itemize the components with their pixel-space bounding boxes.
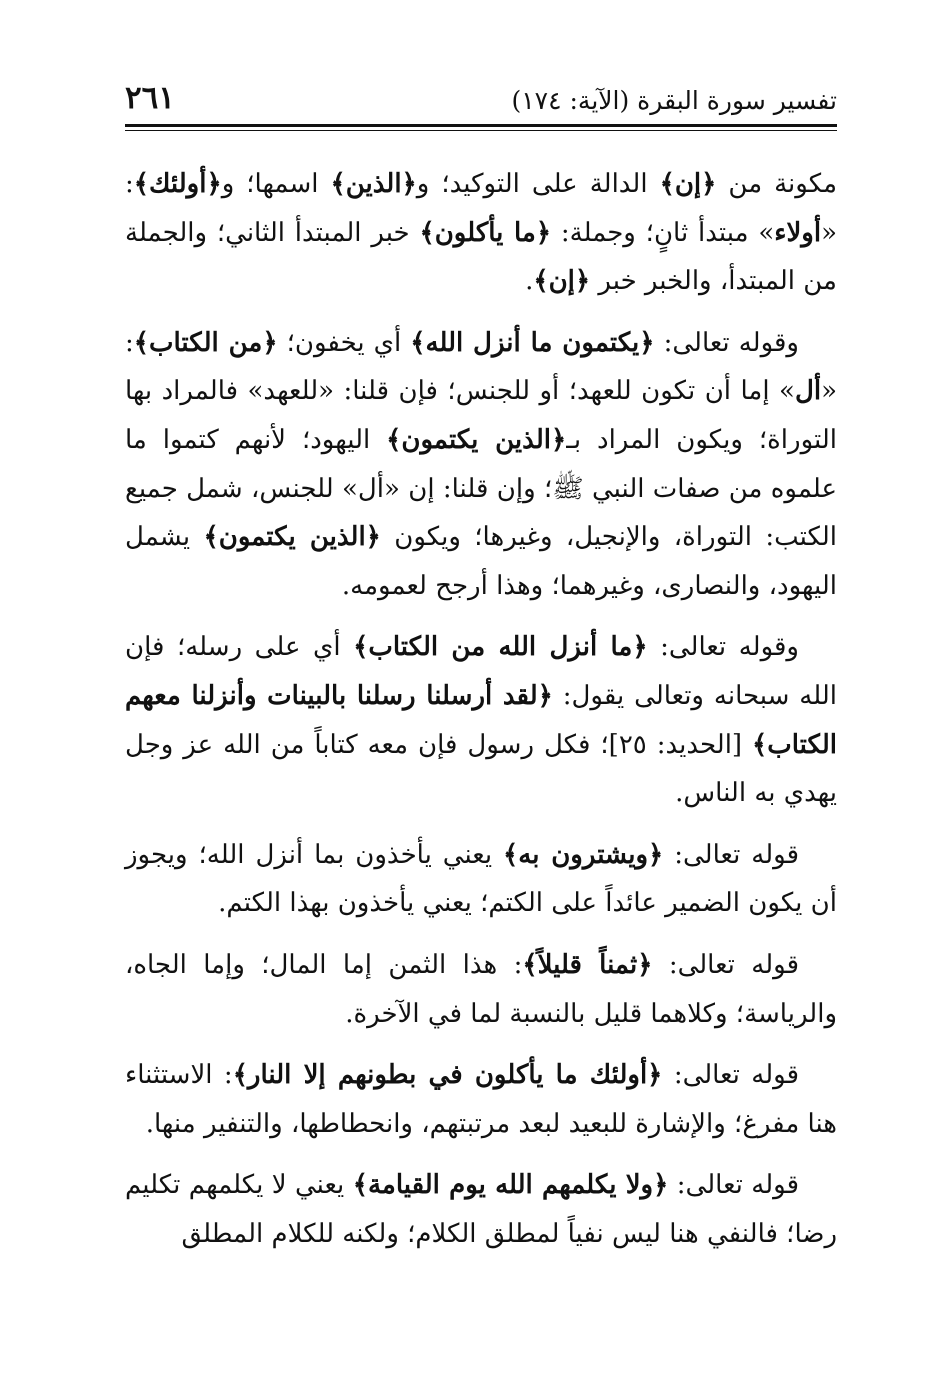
text-run: » إما أن تكون للعهد؛ أو للجنس؛ فإن قلنا: «للعهد» فالمراد بها التوراة؛ ويكون المراد بـ xyxy=(125,376,837,455)
quran-citation: ﴿إن﴾ xyxy=(659,169,717,199)
quran-citation: ﴿الذين يكتمون﴾ xyxy=(203,522,381,553)
text-run: » مبتدأ ثانٍ؛ وجملة: xyxy=(551,217,775,248)
paragraph xyxy=(125,831,837,928)
quran-citation: ﴿ما يأكلون﴾ xyxy=(419,217,552,248)
text-run: قوله تعالى: xyxy=(662,1060,800,1091)
page-header xyxy=(125,80,837,124)
text-run: [الحديد: ٢٥]؛ فكل رسول فإن معه كتاباً من الله عز وجل يهدي به الناس. xyxy=(125,729,837,809)
text-run: مكونة من xyxy=(716,169,838,199)
text-run: قوله تعالى: xyxy=(663,839,799,870)
quran-citation: ﴿إن﴾ xyxy=(533,266,591,297)
body-text xyxy=(125,160,837,1271)
text-run: الدالة على التوكيد؛ و xyxy=(416,169,660,199)
quran-citation: ﴿أولئك ما يأكلون في بطونهم إلا النار﴾ xyxy=(232,1060,663,1091)
quran-citation: ﴿الذين يكتمون﴾ xyxy=(386,424,567,455)
text-run: يعني يأخذون بما أنزل الله؛ ويجوز أن يكون الضمير عائداً على الكتم؛ يعني يأخذون بهذا الكتم. xyxy=(125,839,837,919)
text-run: : الاستثناء هنا مفرغ؛ والإشارة للبعيد لبعد مرتبتهم، وانحطاطها، والتنفير منها. xyxy=(125,1060,837,1139)
paragraph xyxy=(125,1161,837,1258)
header-rule-thin xyxy=(125,130,837,131)
text-run: . xyxy=(525,266,534,297)
paragraph xyxy=(125,941,837,1038)
quran-citation: ﴿ولا يكلمهم الله يوم القيامة﴾ xyxy=(352,1170,669,1201)
paragraph xyxy=(125,319,837,611)
running-title: تفسير سورة البقرة (الآية: ١٧٤) xyxy=(511,86,837,115)
page-number: ٢٦١ xyxy=(125,80,175,116)
paragraph xyxy=(125,160,837,306)
text-run: : « xyxy=(125,327,837,407)
paragraph xyxy=(125,1051,837,1148)
quran-citation: أولاء xyxy=(774,217,822,248)
quran-citation: ﴿ثمناً قليلاً﴾ xyxy=(522,949,653,980)
text-run: يعني لا يكلمهم تكليم رضا؛ فالنفي هنا ليس نفياً لمطلق الكلام؛ ولكنه للكلام المطلق xyxy=(125,1170,837,1249)
text-run: : « xyxy=(125,169,838,248)
header-rule-thick xyxy=(125,124,837,127)
quran-citation: ﴿الذين﴾ xyxy=(330,169,417,199)
text-run: اليهود؛ لأنهم كتموا ما علموه من صفات النبي ﷺ؛ وإن قلنا: إن «أل» للجنس، شمل جميع الكتب: التوراة، والإنجيل، وغيرها؛ ويكون xyxy=(125,424,837,553)
text-run: قوله تعالى: xyxy=(652,949,800,980)
quran-citation: ﴿لقد أرسلنا رسلنا بالبينات وأنزلنا معهم الكتاب﴾ xyxy=(125,680,837,760)
text-run: قوله تعالى: xyxy=(668,1170,799,1201)
text-run: يشمل اليهود، والنصارى، وغيرهما؛ وهذا أرجح لعمومه. xyxy=(125,522,837,601)
quran-citation: ﴿من الكتاب﴾ xyxy=(133,327,278,358)
text-run: اسمها؛ و xyxy=(221,169,331,199)
text-run: : هذا الثمن إما المال؛ وإما الجاه، والرياسة؛ وكلاهما قليل بالنسبة لما في الآخرة. xyxy=(125,949,837,1029)
quran-citation: أل xyxy=(794,376,822,407)
quran-citation: ﴿أولئك﴾ xyxy=(133,169,222,199)
text-run: خبر المبتدأ الثاني؛ والجملة من المبتدأ، والخبر خبر xyxy=(125,217,837,297)
quran-citation: ﴿ما أنزل الله من الكتاب﴾ xyxy=(353,632,648,663)
text-run: أي يخفون؛ xyxy=(277,327,411,358)
quran-citation: ﴿ويشترون به﴾ xyxy=(503,839,664,870)
quran-citation: ﴿يكتمون ما أنزل الله﴾ xyxy=(410,327,655,358)
text-run: أي على رسله؛ فإن الله سبحانه وتعالى يقول: xyxy=(125,632,837,711)
text-run: وقوله تعالى: xyxy=(647,632,799,663)
text-run: وقوله تعالى: xyxy=(654,327,799,358)
paragraph xyxy=(125,623,837,817)
